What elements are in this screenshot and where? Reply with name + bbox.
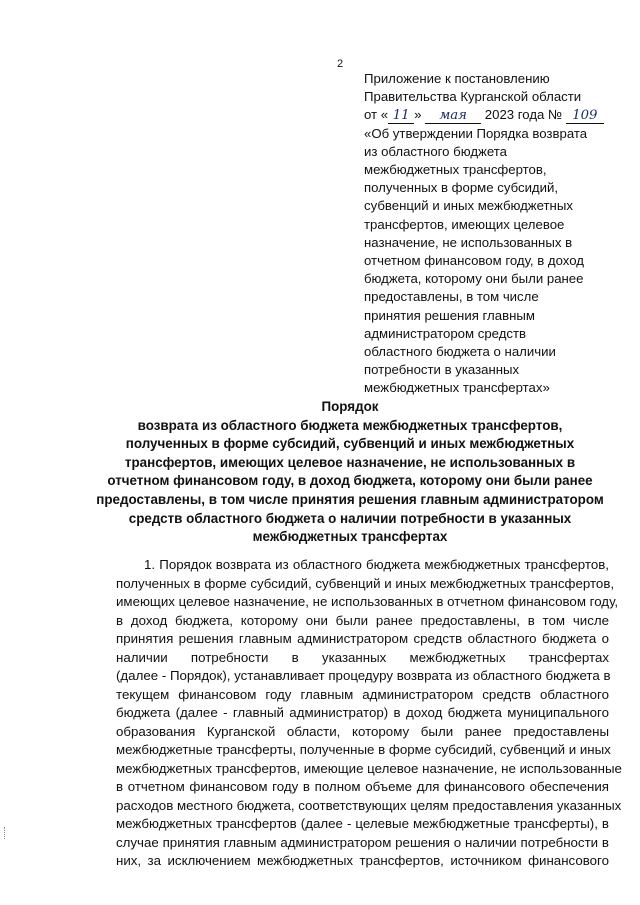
- appendix-title-line: назначение, не использованных в: [364, 234, 573, 250]
- order-title-line: Порядок: [321, 399, 379, 414]
- paragraph-line: наличии потребности в указанных межбюджетных трансфертах: [116, 649, 609, 665]
- appendix-title-line: «Об утверждении Порядка возврата: [364, 125, 588, 141]
- order-title-line: отчетном финансовом году, в доход бюджета, которому они были ранее: [107, 473, 593, 489]
- paragraph-1: [116, 556, 622, 871]
- paragraph-line: в доход бюджета, которому они были ранее предоставлены, в том числе: [116, 612, 609, 628]
- order-title-line: трансфертов, имеющих целевое назначение, не использованных в: [124, 454, 576, 470]
- paragraph-line: 1. Порядок возврата из областного бюджета межбюджетных трансфертов,: [144, 557, 609, 572]
- handwritten-doc-number: 109: [566, 109, 604, 124]
- appendix-title-line: предоставлены, в том числе: [364, 289, 539, 305]
- page-number: 2: [336, 58, 344, 70]
- paragraph-line: принятия решения главным администратором средств областного бюджета о: [116, 631, 609, 646]
- order-title: [60, 398, 640, 547]
- paragraph-line: имеющих целевое назначение, не использованных в отчетном финансовом году,: [116, 594, 619, 609]
- handwritten-day: 11: [388, 109, 414, 124]
- appendix-line: Правительства Курганской области: [364, 89, 582, 105]
- appendix-title-line: межбюджетных трансфертов,: [364, 162, 547, 178]
- paragraph-line: бюджета (далее - главный администратор) в доход бюджета муниципального: [116, 705, 609, 720]
- appendix-title-line: отчетном финансовом году, в доход: [364, 253, 584, 269]
- appendix-title-line: принятия решения главным: [364, 307, 535, 323]
- appendix-title-line: межбюджетных трансфертах»: [364, 380, 550, 396]
- handwritten-month: мая: [425, 109, 481, 124]
- appendix-block: [364, 70, 626, 398]
- date-year: 2023 года №: [484, 107, 563, 123]
- date-prefix: от «: [364, 107, 389, 123]
- appendix-title-line: областного бюджета о наличии: [364, 344, 556, 360]
- appendix-title-line: потребности в указанных: [364, 362, 520, 378]
- paragraph-line: текущем финансовом году главным администратором средств областного: [116, 686, 609, 702]
- paragraph-line: межбюджетных трансфертов (далее - целевые межбюджетные трансферты), в: [116, 816, 609, 831]
- paragraph-line: межбюджетных трансфертов, имеющие целевое назначение, не использованные: [116, 760, 622, 776]
- order-title-line: межбюджетных трансфертах: [252, 529, 448, 545]
- paragraph-line: (далее - Порядок), устанавливает процедуру возврата из областного бюджета в: [116, 668, 611, 683]
- order-title-line: предоставлены, в том числе принятия решения главным администратором: [96, 491, 604, 507]
- appendix-date-line: [364, 106, 626, 124]
- order-title-line: полученных в форме субсидий, субвенций и иных межбюджетных: [125, 436, 575, 452]
- order-title-line: средств областного бюджета о наличии потребности в указанных: [128, 510, 572, 526]
- appendix-title-line: администратором средств: [364, 325, 527, 341]
- appendix-title-line: трансфертов, имеющих целевое: [364, 216, 565, 232]
- paragraph-line: образования Курганской области, которому были ранее предоставлены: [116, 723, 609, 739]
- date-mid: »: [414, 107, 422, 123]
- appendix-title-line: полученных в форме субсидий,: [364, 180, 559, 196]
- appendix-line: Приложение к постановлению: [364, 71, 550, 86]
- appendix-title-line: из областного бюджета: [364, 143, 507, 159]
- paragraph-line: полученных в форме субсидий, субвенций и иных межбюджетных трансфертов,: [116, 575, 615, 591]
- appendix-title-line: субвенций и иных межбюджетных: [364, 198, 573, 214]
- margin-mark: [4, 827, 8, 839]
- paragraph-line: межбюджетные трансферты, полученные в форме субсидий, субвенций и иных: [116, 742, 611, 757]
- appendix-title-line: бюджета, которому они были ранее: [364, 271, 584, 287]
- order-title-line: возврата из областного бюджета межбюджетных трансфертов,: [137, 417, 563, 433]
- paragraph-line: них, за исключением межбюджетных трансфертов, источником финансового: [116, 853, 609, 868]
- paragraph-line: случае принятия главным администратором решения о наличии потребности в: [116, 834, 609, 850]
- appendix-title: [364, 125, 626, 398]
- paragraph-line: расходов местного бюджета, соответствующих целям предоставления указанных: [116, 797, 622, 813]
- paragraph-line: в отчетном финансовом году в полном объеме для финансового обеспечения: [116, 779, 609, 794]
